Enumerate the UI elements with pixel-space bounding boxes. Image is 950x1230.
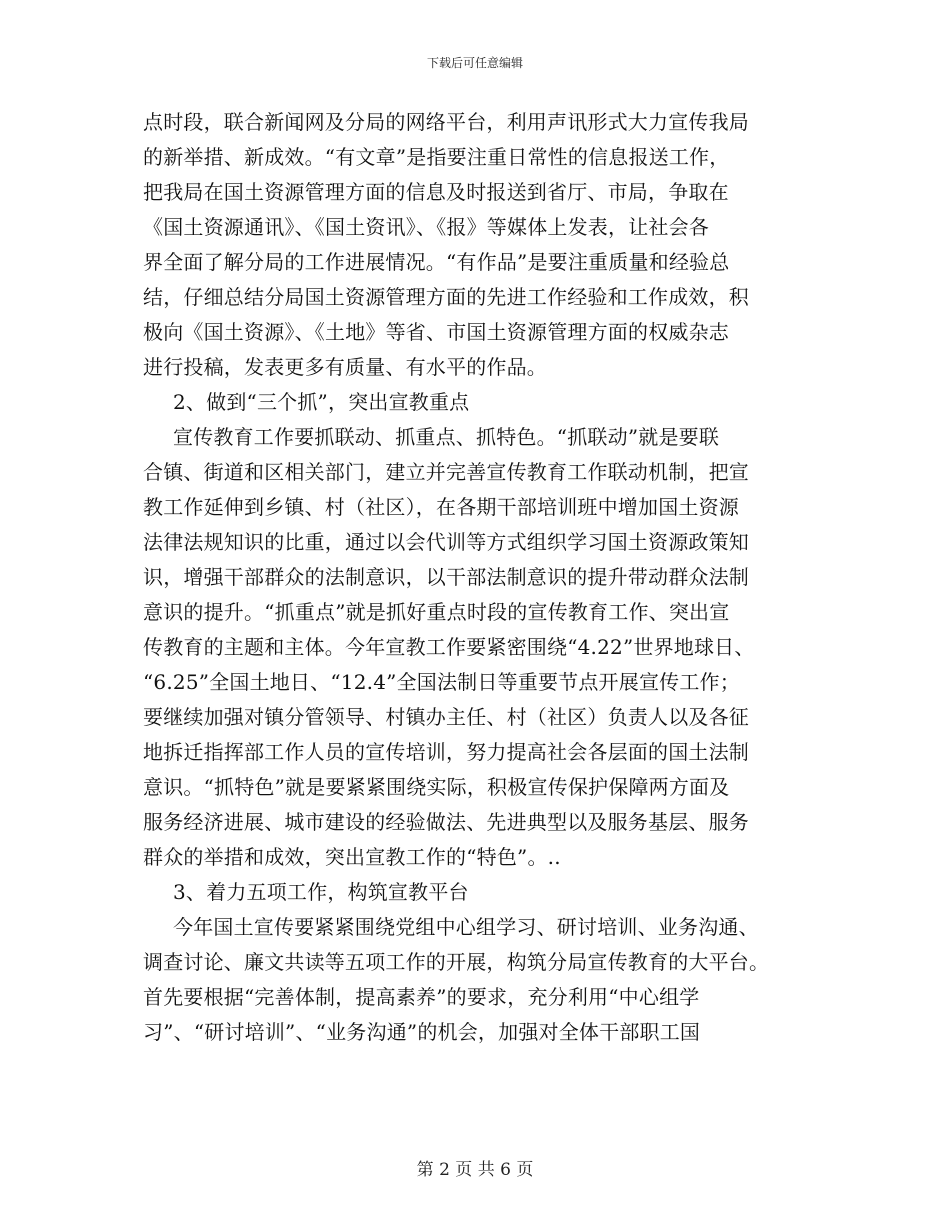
text-line: 要继续加强对镇分管领导、村镇办主任、村（社区）负责人以及各征 [143, 705, 749, 729]
text-line: 地拆迁指挥部工作人员的宣传培训，努力提高社会各层面的国土法制 [143, 740, 749, 764]
text-line: 意识的提升。“抓重点”就是抓好重点时段的宣传教育工作、突出宣 [143, 600, 730, 624]
text-line: 结，仔细总结分局国土资源管理方面的先进工作经验和工作成效，积 [143, 285, 749, 309]
text-line: 界全面了解分局的工作进展情况。“有作品”是要注重质量和经验总 [143, 250, 730, 274]
text-line: 进行投稿，发表更多有质量、有水平的作品。 [143, 355, 547, 379]
document-body [143, 105, 811, 1050]
text-line: 意识。“抓特色”就是要紧紧围绕实际，积极宣传保护保障两方面及 [143, 775, 730, 799]
text-line: 群众的举措和成效，突出宣教工作的“特色”。.. [143, 845, 561, 869]
text-line: 传教育的主题和主体。今年宣教工作要紧密围绕“4.22”世界地球日、 [143, 635, 755, 659]
text-line: 把我局在国土资源管理方面的信息及时报送到省厅、市局，争取在 [143, 180, 729, 204]
text-line: 习”、“研讨培训”、“业务沟通”的机会，加强对全体干部职工国 [143, 1020, 701, 1044]
text-line: 识，增强干部群众的法制意识，以干部法制意识的提升带动群众法制 [143, 565, 749, 589]
text-line: 点时段，联合新闻网及分局的网络平台，利用声讯形式大力宣传我局 [143, 110, 749, 134]
page-footer: 第 2 页 共 6 页 [416, 1160, 534, 1180]
text-line: 《国土资源通讯》、《国土资讯》、《报》等媒体上发表，让社会各 [143, 215, 709, 239]
text-line: 教工作延伸到乡镇、村（社区），在各期干部培训班中增加国土资源 [143, 495, 739, 519]
text-line: 服务经济进展、城市建设的经验做法、先进典型以及服务基层、服务 [143, 810, 749, 834]
text-line: 合镇、街道和区相关部门，建立并完善宣传教育工作联动机制，把宣 [143, 460, 749, 484]
text-line: 2、做到“三个抓”，突出宣教重点 [173, 390, 470, 414]
page-header: 下载后可任意编辑 [426, 56, 523, 70]
text-line: 首先要根据“完善体制，提高素养”的要求，充分利用“中心组学 [143, 985, 700, 1009]
text-line: 法律法规知识的比重，通过以会代训等方式组织学习国土资源政策知 [143, 530, 749, 554]
text-line: 调查讨论、廉文共读等五项工作的开展，构筑分局宣传教育的大平台。 [143, 950, 770, 974]
text-line: 的新举措、新成效。“有文章”是指要注重日常性的信息报送工作， [143, 145, 730, 169]
text-line: 极向《国土资源》、《土地》等省、市国土资源管理方面的权威杂志 [143, 320, 729, 344]
text-line: “6.25”全国土地日、“12.4”全国法制日等重要节点开展宣传工作； [143, 670, 740, 694]
text-line: 今年国土宣传要紧紧围绕党组中心组学习、研讨培训、业务沟通、 [173, 915, 759, 939]
text-line: 3、着力五项工作，构筑宣教平台 [173, 880, 469, 904]
text-line: 宣传教育工作要抓联动、抓重点、抓特色。“抓联动”就是要联 [173, 425, 720, 449]
